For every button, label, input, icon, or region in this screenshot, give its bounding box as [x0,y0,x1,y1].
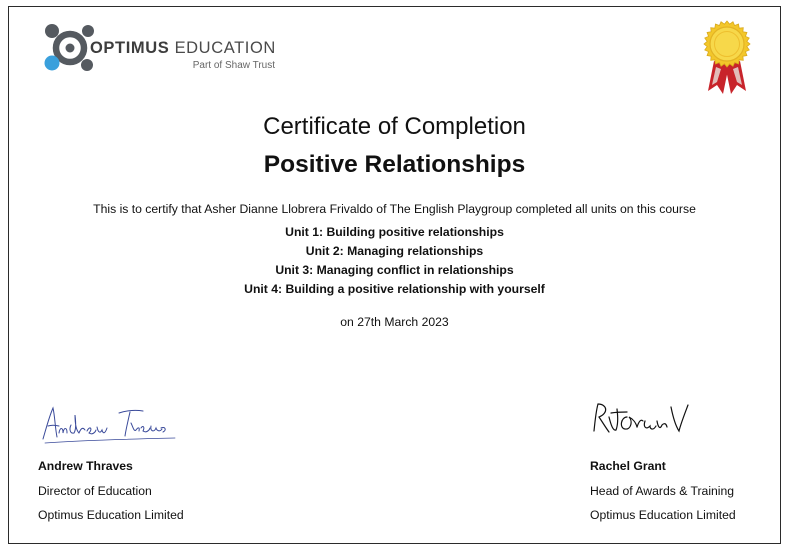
award-rosette-icon [699,19,755,95]
unit-item: Unit 1: Building positive relationships [285,225,504,239]
certificate-title: Certificate of Completion [263,113,526,140]
unit-list [9,223,780,299]
logo-tagline: Part of Shaw Trust [192,60,275,71]
completion-date: on 27th March 2023 [340,315,449,329]
signatory-left [38,454,184,528]
signatory-name: Rachel Grant [590,459,666,473]
unit-item: Unit 4: Building a positive relationship with yourself [244,282,545,296]
signatory-organisation: Optimus Education Limited [38,508,184,522]
signature-andrew-thraves [37,403,177,445]
certificate [8,6,781,544]
signatory-name: Andrew Thraves [38,459,133,473]
unit-item: Unit 3: Managing conflict in relationships [275,263,514,277]
signature-rachel-grant [589,401,699,437]
signatory-role: Head of Awards & Training [590,483,735,498]
course-title: Positive Relationships [263,151,526,178]
signatory-right [590,454,736,528]
statement-text: This is to certify that Asher Dianne Llobrera Frivaldo of The English Playgroup completed all units on this course [93,202,696,216]
signatory-organisation: Optimus Education Limited [590,508,736,522]
logo-wordmark [90,39,276,58]
unit-item: Unit 2: Managing relationships [305,244,484,258]
optimus-education-logo [43,21,303,85]
signatory-role: Director of Education [38,483,152,498]
logo-name-bold: OPTIMUS [90,39,170,57]
certification-statement [9,202,780,216]
logo-name-regular: EDUCATION [174,39,276,57]
